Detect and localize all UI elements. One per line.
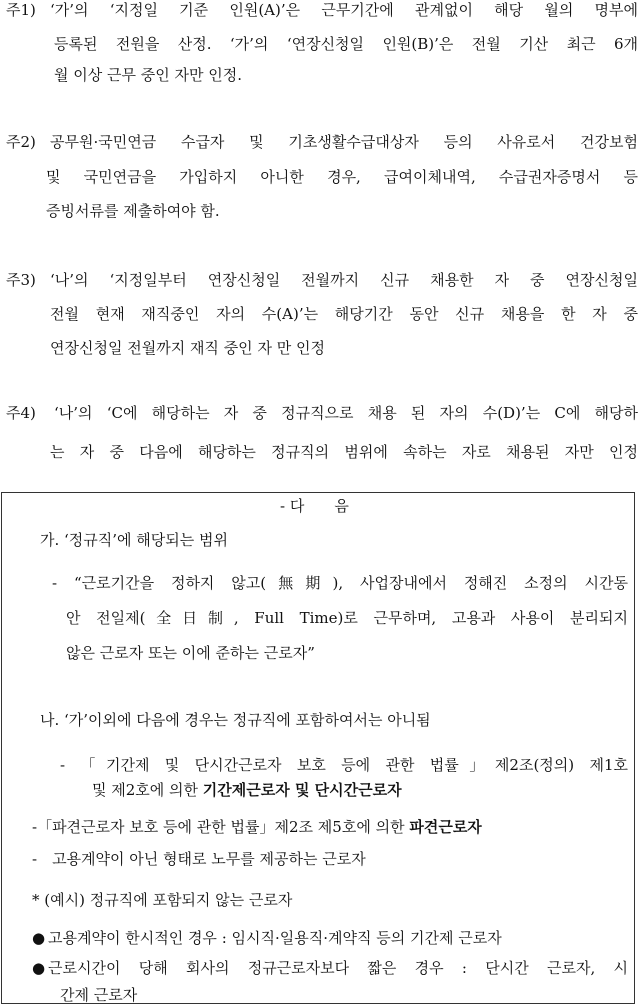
note-line: ‘가’의 ‘지정일 기준 인원(A)’은 근무기간에 관계없이 해당 월의 명부에 [50, 1, 638, 19]
section-a-line: 안 전일제(全日制, Full Time)로 근무하며, 고용과 사용이 분리되지 [66, 609, 628, 627]
example-bullet-2-cont: 간제 근로자 [60, 986, 138, 1004]
note-line: ‘나’의 ‘지정일부터 연장신청일 전월까지 신규 채용한 자 중 연장신청일 [50, 271, 638, 289]
example-bullet-2: 근로시간이 당해 회사의 정규근로자보다 짧은 경우 : 단시간 근로자, 시 [48, 959, 628, 977]
note-marker: 주4) [6, 404, 36, 422]
note-marker: 주3) [6, 271, 36, 289]
note-line: 는 자 중 다음에 해당하는 정규직의 범위에 속하는 자로 채용된 자만 인정 [50, 443, 638, 461]
section-b-item-2 [32, 817, 482, 837]
section-b-item-2-bold: 파견근로자 [409, 818, 482, 836]
box-heading: - 다 음 [280, 497, 349, 515]
example-bullet-1: 고용계약이 한시적인 경우 : 임시직·일용직·계약직 등의 기간제 근로자 [48, 929, 502, 947]
bullet-icon: ● [32, 929, 46, 947]
section-b-item-2-text: -「파견근로자 보호 등에 관한 법률」제2조 제5호에 의한 [32, 818, 410, 836]
section-a-line: - “근로기간을 정하지 않고(無期), 사업장내에서 정해진 소정의 시간동 [52, 574, 628, 592]
note-line: 월 이상 근무 중인 자만 인정. [54, 66, 242, 84]
section-b-title: 나. ‘가’이외에 다음에 경우는 정규직에 포함하여서는 아니됨 [40, 711, 431, 729]
section-b-item-3: - 고용계약이 아닌 형태로 노무를 제공하는 근로자 [32, 850, 366, 868]
section-a-line: 않은 근로자 또는 이에 준하는 근로자” [66, 644, 315, 662]
section-b-item-1: - 「기간제 및 단시간근로자 보호 등에 관한 법률」제2조(정의) 제1호 [60, 756, 628, 774]
bullet-icon: ● [32, 959, 46, 977]
note-line: ‘나’의 ‘C에 해당하는 자 중 정규직으로 채용 된 자의 수(D)’는 C에 해당하 [54, 404, 638, 422]
note-line: 연장신청일 전월까지 재직 중인 자 만 인정 [50, 339, 325, 357]
note-line: 공무원·국민연금 수급자 및 기초생활수급대상자 등의 사유로서 건강보험 [50, 133, 638, 151]
note-line: 및 국민연금을 가입하지 아니한 경우, 급여이체내역, 수급권자증명서 등 [46, 168, 638, 186]
section-b-item-1-bold: 기간제근로자 및 단시간근로자 [202, 781, 402, 799]
note-marker: 주2) [6, 133, 36, 151]
note-line: 증빙서류를 제출하여야 함. [46, 202, 220, 220]
section-b-item-1-cont [92, 780, 402, 800]
note-line: 전월 현재 재직중인 자의 수(A)’는 해당기간 동안 신규 채용을 한 자 중 [50, 305, 638, 323]
note-line: 등록된 전원을 산정. ‘가’의 ‘연장신청일 인원(B)’은 전월 기산 최근 6개 [54, 35, 638, 53]
section-a-title: 가. ‘정규직’에 해당되는 범위 [40, 531, 228, 549]
note-marker: 주1) [6, 1, 36, 19]
examples-title: * (예시) 정규직에 포함되지 않는 근로자 [32, 891, 293, 909]
section-b-item-1-text: 및 제2호에 의한 [92, 781, 203, 799]
